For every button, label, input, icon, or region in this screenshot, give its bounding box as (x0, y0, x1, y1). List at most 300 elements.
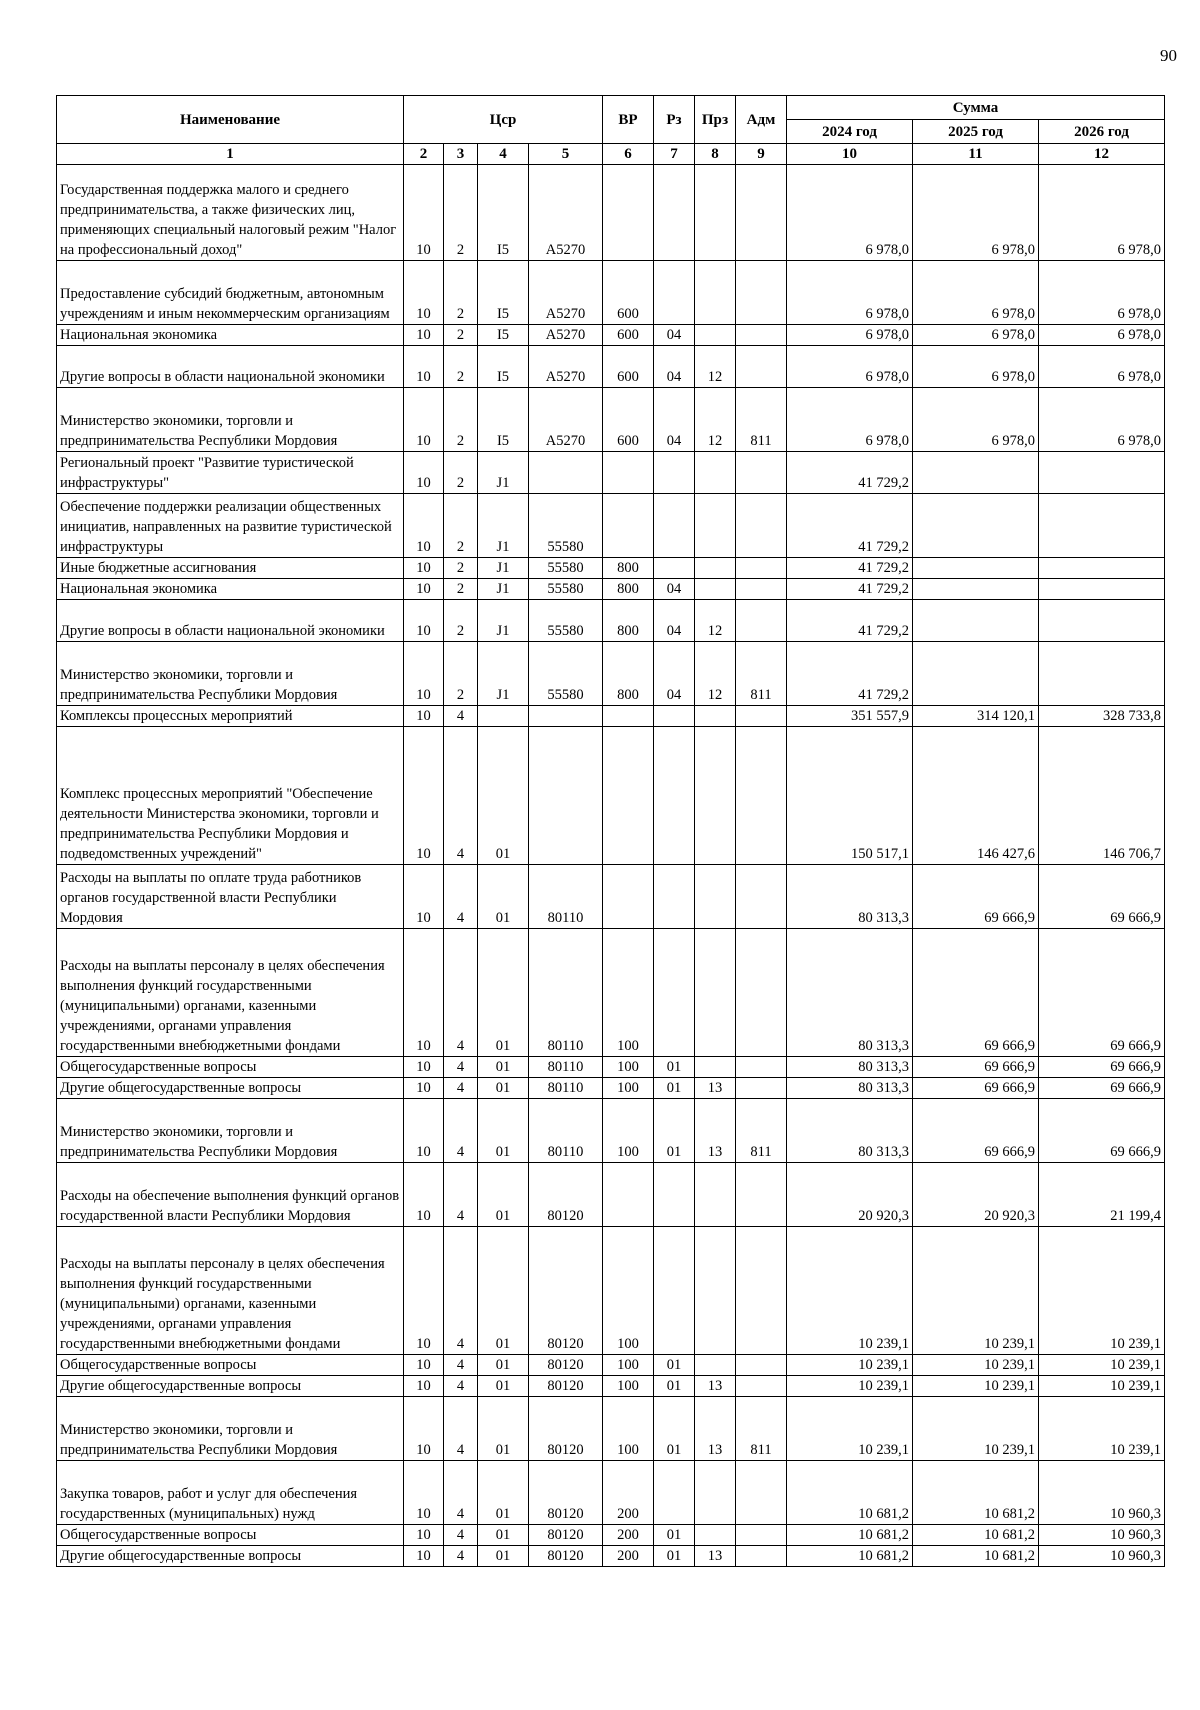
cell-rz (654, 727, 695, 865)
cell-tsr-project: I5 (478, 388, 529, 452)
cell-tsr-type: 4 (444, 727, 478, 865)
cell-sum-2024: 41 729,2 (787, 452, 913, 494)
cell-adm (736, 165, 787, 261)
cell-sum-2024: 6 978,0 (787, 165, 913, 261)
cell-sum-2026: 146 706,7 (1039, 727, 1165, 865)
cell-prz (695, 452, 736, 494)
cell-tsr-program: 10 (404, 1525, 444, 1546)
cell-adm (736, 929, 787, 1057)
cell-tsr-project: 01 (478, 727, 529, 865)
row-name: Министерство экономики, торговли и предпринимательства Республики Мордовия (57, 388, 404, 452)
cell-prz (695, 1461, 736, 1525)
row-name: Другие общегосударственные вопросы (57, 1376, 404, 1397)
cell-sum-2025: 69 666,9 (913, 1057, 1039, 1078)
cell-tsr-direction: 80120 (529, 1397, 603, 1461)
row-name: Обеспечение поддержки реализации общественных инициатив, направленных на развитие туристической инфраструктуры (57, 494, 404, 558)
cell-adm (736, 494, 787, 558)
table-row (57, 1227, 1165, 1355)
column-number: 9 (736, 144, 787, 165)
cell-sum-2026 (1039, 558, 1165, 579)
header-year-2025: 2025 год (913, 120, 1039, 144)
cell-sum-2026: 10 239,1 (1039, 1355, 1165, 1376)
table-row (57, 579, 1165, 600)
cell-sum-2026: 69 666,9 (1039, 865, 1165, 929)
cell-tsr-type: 4 (444, 1376, 478, 1397)
cell-prz: 13 (695, 1078, 736, 1099)
cell-prz: 13 (695, 1397, 736, 1461)
cell-tsr-program: 10 (404, 727, 444, 865)
cell-sum-2026: 10 239,1 (1039, 1397, 1165, 1461)
table-row (57, 706, 1165, 727)
cell-sum-2025: 10 681,2 (913, 1525, 1039, 1546)
cell-rz: 01 (654, 1057, 695, 1078)
cell-vr: 800 (603, 642, 654, 706)
cell-tsr-project: 01 (478, 1099, 529, 1163)
cell-sum-2025: 69 666,9 (913, 865, 1039, 929)
cell-adm (736, 452, 787, 494)
cell-tsr-program: 10 (404, 325, 444, 346)
cell-adm (736, 600, 787, 642)
cell-rz: 01 (654, 1078, 695, 1099)
cell-sum-2026 (1039, 494, 1165, 558)
table-row (57, 1057, 1165, 1078)
cell-rz: 01 (654, 1546, 695, 1567)
cell-prz: 12 (695, 346, 736, 388)
cell-tsr-project: I5 (478, 346, 529, 388)
cell-rz (654, 706, 695, 727)
cell-tsr-direction: A5270 (529, 346, 603, 388)
cell-prz: 12 (695, 388, 736, 452)
cell-tsr-program: 10 (404, 452, 444, 494)
row-name: Общегосударственные вопросы (57, 1355, 404, 1376)
cell-tsr-type: 4 (444, 1227, 478, 1355)
cell-sum-2026: 6 978,0 (1039, 165, 1165, 261)
cell-rz (654, 261, 695, 325)
cell-sum-2024: 6 978,0 (787, 346, 913, 388)
cell-sum-2024: 6 978,0 (787, 261, 913, 325)
cell-sum-2025: 6 978,0 (913, 346, 1039, 388)
cell-tsr-program: 10 (404, 261, 444, 325)
cell-tsr-type: 2 (444, 388, 478, 452)
budget-table (56, 95, 1165, 1567)
cell-rz (654, 1461, 695, 1525)
cell-tsr-program: 10 (404, 1461, 444, 1525)
cell-sum-2024: 80 313,3 (787, 865, 913, 929)
cell-sum-2025: 10 239,1 (913, 1227, 1039, 1355)
column-number: 6 (603, 144, 654, 165)
cell-sum-2024: 41 729,2 (787, 579, 913, 600)
cell-vr: 100 (603, 1397, 654, 1461)
cell-sum-2025: 10 681,2 (913, 1461, 1039, 1525)
cell-sum-2024: 10 681,2 (787, 1461, 913, 1525)
cell-tsr-project: 01 (478, 1525, 529, 1546)
table-row (57, 1376, 1165, 1397)
row-name: Иные бюджетные ассигнования (57, 558, 404, 579)
cell-tsr-project: 01 (478, 1397, 529, 1461)
cell-prz: 13 (695, 1376, 736, 1397)
cell-tsr-project: 01 (478, 1227, 529, 1355)
cell-tsr-project: J1 (478, 452, 529, 494)
cell-tsr-program: 10 (404, 1099, 444, 1163)
cell-sum-2024: 20 920,3 (787, 1163, 913, 1227)
cell-adm (736, 1525, 787, 1546)
table-row (57, 929, 1165, 1057)
row-name: Предоставление субсидий бюджетным, автономным учреждениям и иным некоммерческим организациям (57, 261, 404, 325)
cell-sum-2026: 6 978,0 (1039, 261, 1165, 325)
cell-rz (654, 929, 695, 1057)
cell-tsr-type: 4 (444, 1525, 478, 1546)
cell-tsr-direction: 80110 (529, 1078, 603, 1099)
cell-vr: 200 (603, 1525, 654, 1546)
cell-adm (736, 346, 787, 388)
cell-rz (654, 558, 695, 579)
column-number-row (57, 144, 1165, 165)
cell-sum-2026: 69 666,9 (1039, 929, 1165, 1057)
cell-tsr-project: 01 (478, 1461, 529, 1525)
header-rz: Рз (654, 96, 695, 144)
cell-rz (654, 165, 695, 261)
cell-prz (695, 929, 736, 1057)
header-prz: Прз (695, 96, 736, 144)
cell-prz (695, 1057, 736, 1078)
cell-tsr-direction: 55580 (529, 494, 603, 558)
cell-tsr-type: 2 (444, 579, 478, 600)
cell-vr (603, 727, 654, 865)
cell-adm (736, 727, 787, 865)
cell-tsr-program: 10 (404, 1163, 444, 1227)
row-name: Министерство экономики, торговли и предпринимательства Республики Мордовия (57, 1397, 404, 1461)
cell-sum-2025 (913, 452, 1039, 494)
cell-tsr-type: 4 (444, 1546, 478, 1567)
table-row (57, 452, 1165, 494)
cell-rz: 01 (654, 1355, 695, 1376)
cell-sum-2026: 328 733,8 (1039, 706, 1165, 727)
cell-tsr-project: J1 (478, 579, 529, 600)
cell-tsr-program: 10 (404, 1376, 444, 1397)
cell-sum-2026: 6 978,0 (1039, 325, 1165, 346)
cell-tsr-program: 10 (404, 865, 444, 929)
cell-vr (603, 452, 654, 494)
row-name: Комплексы процессных мероприятий (57, 706, 404, 727)
column-number: 2 (404, 144, 444, 165)
cell-sum-2024: 150 517,1 (787, 727, 913, 865)
column-number: 3 (444, 144, 478, 165)
cell-tsr-direction: 80120 (529, 1461, 603, 1525)
cell-tsr-project: I5 (478, 261, 529, 325)
cell-tsr-program: 10 (404, 600, 444, 642)
cell-tsr-direction: A5270 (529, 261, 603, 325)
cell-rz: 04 (654, 579, 695, 600)
cell-prz: 12 (695, 600, 736, 642)
cell-sum-2025: 10 239,1 (913, 1376, 1039, 1397)
cell-tsr-project: 01 (478, 865, 529, 929)
row-name: Общегосударственные вопросы (57, 1057, 404, 1078)
cell-prz (695, 865, 736, 929)
cell-tsr-direction: 80110 (529, 1057, 603, 1078)
header-adm: Адм (736, 96, 787, 144)
cell-adm (736, 1057, 787, 1078)
column-number: 11 (913, 144, 1039, 165)
cell-tsr-direction: 80120 (529, 1376, 603, 1397)
cell-adm (736, 1163, 787, 1227)
cell-tsr-direction: 80110 (529, 1099, 603, 1163)
cell-adm: 811 (736, 388, 787, 452)
cell-sum-2024: 80 313,3 (787, 1099, 913, 1163)
cell-sum-2025: 10 239,1 (913, 1355, 1039, 1376)
table-row (57, 388, 1165, 452)
table-row (57, 325, 1165, 346)
cell-rz: 01 (654, 1525, 695, 1546)
table-row (57, 346, 1165, 388)
header-name: Наименование (57, 96, 404, 144)
cell-vr: 800 (603, 558, 654, 579)
row-name: Региональный проект "Развитие туристической инфраструктуры" (57, 452, 404, 494)
cell-rz (654, 1163, 695, 1227)
cell-prz (695, 1227, 736, 1355)
cell-tsr-type: 4 (444, 1355, 478, 1376)
row-name: Национальная экономика (57, 579, 404, 600)
cell-adm (736, 1355, 787, 1376)
row-name: Расходы на выплаты по оплате труда работников органов государственной власти Республики Мордовия (57, 865, 404, 929)
cell-sum-2026: 69 666,9 (1039, 1099, 1165, 1163)
cell-adm (736, 1078, 787, 1099)
table-row (57, 1099, 1165, 1163)
cell-sum-2024: 10 239,1 (787, 1227, 913, 1355)
cell-tsr-project: 01 (478, 1078, 529, 1099)
column-number: 5 (529, 144, 603, 165)
cell-sum-2024: 6 978,0 (787, 388, 913, 452)
row-name: Другие общегосударственные вопросы (57, 1546, 404, 1567)
cell-tsr-project: 01 (478, 1057, 529, 1078)
cell-tsr-direction: 80110 (529, 865, 603, 929)
cell-rz (654, 865, 695, 929)
cell-sum-2025: 20 920,3 (913, 1163, 1039, 1227)
cell-sum-2025: 10 239,1 (913, 1397, 1039, 1461)
cell-tsr-type: 4 (444, 929, 478, 1057)
row-name: Закупка товаров, работ и услуг для обеспечения государственных (муниципальных) нужд (57, 1461, 404, 1525)
cell-sum-2025: 6 978,0 (913, 165, 1039, 261)
cell-sum-2025 (913, 494, 1039, 558)
cell-vr (603, 165, 654, 261)
cell-sum-2026 (1039, 642, 1165, 706)
cell-sum-2025 (913, 558, 1039, 579)
cell-sum-2025: 10 681,2 (913, 1546, 1039, 1567)
cell-sum-2026: 6 978,0 (1039, 388, 1165, 452)
cell-tsr-project: J1 (478, 600, 529, 642)
header-year-2026: 2026 год (1039, 120, 1165, 144)
cell-rz: 01 (654, 1376, 695, 1397)
cell-vr: 100 (603, 1099, 654, 1163)
cell-tsr-program: 10 (404, 388, 444, 452)
cell-vr: 600 (603, 261, 654, 325)
header-year-2024: 2024 год (787, 120, 913, 144)
cell-prz (695, 325, 736, 346)
cell-tsr-direction: 55580 (529, 642, 603, 706)
cell-tsr-project: 01 (478, 1376, 529, 1397)
cell-sum-2026: 69 666,9 (1039, 1078, 1165, 1099)
cell-prz (695, 727, 736, 865)
cell-sum-2025 (913, 579, 1039, 600)
cell-sum-2024: 10 681,2 (787, 1525, 913, 1546)
cell-tsr-direction: 55580 (529, 600, 603, 642)
cell-prz (695, 261, 736, 325)
cell-sum-2026: 10 960,3 (1039, 1546, 1165, 1567)
cell-tsr-direction: 80120 (529, 1355, 603, 1376)
cell-tsr-direction: 55580 (529, 579, 603, 600)
cell-tsr-program: 10 (404, 1078, 444, 1099)
cell-tsr-project: 01 (478, 1546, 529, 1567)
cell-prz (695, 1355, 736, 1376)
header-vr: ВР (603, 96, 654, 144)
cell-tsr-program: 10 (404, 165, 444, 261)
cell-tsr-program: 10 (404, 706, 444, 727)
cell-sum-2026: 10 960,3 (1039, 1461, 1165, 1525)
cell-tsr-type: 2 (444, 494, 478, 558)
cell-tsr-program: 10 (404, 929, 444, 1057)
cell-sum-2025 (913, 600, 1039, 642)
cell-prz (695, 165, 736, 261)
table-row (57, 1525, 1165, 1546)
cell-tsr-program: 10 (404, 1057, 444, 1078)
table-row (57, 600, 1165, 642)
cell-tsr-project: 01 (478, 1355, 529, 1376)
cell-sum-2026 (1039, 452, 1165, 494)
cell-sum-2026: 21 199,4 (1039, 1163, 1165, 1227)
table-row (57, 642, 1165, 706)
cell-adm (736, 865, 787, 929)
cell-tsr-direction (529, 727, 603, 865)
cell-sum-2024: 41 729,2 (787, 558, 913, 579)
cell-sum-2025: 6 978,0 (913, 325, 1039, 346)
row-name: Государственная поддержка малого и среднего предпринимательства, а также физических лиц, применяющих специальный налоговый режим "Налог на профессиональный доход" (57, 165, 404, 261)
cell-tsr-direction (529, 706, 603, 727)
cell-tsr-project: J1 (478, 494, 529, 558)
cell-adm: 811 (736, 1397, 787, 1461)
cell-adm (736, 325, 787, 346)
cell-sum-2024: 10 239,1 (787, 1376, 913, 1397)
row-name: Расходы на выплаты персоналу в целях обеспечения выполнения функций государственными (муниципальными) органами, казенными учреждениями, органами управления государственными внебюджетными фондами (57, 1227, 404, 1355)
cell-tsr-type: 2 (444, 325, 478, 346)
cell-adm (736, 261, 787, 325)
cell-vr: 100 (603, 929, 654, 1057)
row-name: Министерство экономики, торговли и предпринимательства Республики Мордовия (57, 1099, 404, 1163)
cell-sum-2024: 41 729,2 (787, 494, 913, 558)
cell-prz (695, 494, 736, 558)
cell-prz: 13 (695, 1099, 736, 1163)
table-row (57, 727, 1165, 865)
column-number: 1 (57, 144, 404, 165)
cell-tsr-type: 4 (444, 865, 478, 929)
row-name: Расходы на выплаты персоналу в целях обеспечения выполнения функций государственными (муниципальными) органами, казенными учреждениями, органами управления государственными внебюджетными фондами (57, 929, 404, 1057)
cell-adm (736, 1376, 787, 1397)
cell-sum-2024: 80 313,3 (787, 929, 913, 1057)
cell-tsr-type: 2 (444, 558, 478, 579)
cell-tsr-type: 4 (444, 1461, 478, 1525)
table-row (57, 1163, 1165, 1227)
cell-sum-2025: 69 666,9 (913, 1099, 1039, 1163)
cell-tsr-program: 10 (404, 1355, 444, 1376)
cell-tsr-direction: A5270 (529, 388, 603, 452)
cell-tsr-direction: 80120 (529, 1163, 603, 1227)
row-name: Расходы на обеспечение выполнения функций органов государственной власти Республики Мордовия (57, 1163, 404, 1227)
cell-tsr-direction: 80120 (529, 1546, 603, 1567)
header-tsr: Цср (404, 96, 603, 144)
table-row (57, 1461, 1165, 1525)
cell-rz: 01 (654, 1397, 695, 1461)
table-row (57, 165, 1165, 261)
cell-prz (695, 579, 736, 600)
cell-vr: 600 (603, 325, 654, 346)
cell-sum-2024: 80 313,3 (787, 1057, 913, 1078)
cell-rz: 04 (654, 600, 695, 642)
row-name: Министерство экономики, торговли и предпринимательства Республики Мордовия (57, 642, 404, 706)
cell-sum-2024: 41 729,2 (787, 642, 913, 706)
cell-tsr-project: 01 (478, 929, 529, 1057)
cell-sum-2025 (913, 642, 1039, 706)
cell-rz: 04 (654, 642, 695, 706)
cell-rz: 04 (654, 325, 695, 346)
cell-tsr-project: J1 (478, 642, 529, 706)
cell-tsr-program: 10 (404, 558, 444, 579)
cell-rz (654, 1227, 695, 1355)
cell-tsr-type: 2 (444, 165, 478, 261)
cell-tsr-type: 4 (444, 706, 478, 727)
cell-sum-2026: 69 666,9 (1039, 1057, 1165, 1078)
cell-rz: 04 (654, 346, 695, 388)
cell-tsr-program: 10 (404, 346, 444, 388)
cell-sum-2024: 10 681,2 (787, 1546, 913, 1567)
cell-vr: 800 (603, 579, 654, 600)
cell-vr: 200 (603, 1546, 654, 1567)
cell-sum-2025: 6 978,0 (913, 388, 1039, 452)
cell-sum-2024: 6 978,0 (787, 325, 913, 346)
row-name: Другие вопросы в области национальной экономики (57, 600, 404, 642)
row-name: Комплекс процессных мероприятий "Обеспечение деятельности Министерства экономики, торговли и предпринимательства Республики Мордовия и подведомственных учреждений" (57, 727, 404, 865)
cell-tsr-direction: A5270 (529, 165, 603, 261)
cell-vr: 200 (603, 1461, 654, 1525)
cell-tsr-type: 2 (444, 346, 478, 388)
cell-sum-2024: 41 729,2 (787, 600, 913, 642)
cell-tsr-direction: 80120 (529, 1227, 603, 1355)
cell-sum-2024: 351 557,9 (787, 706, 913, 727)
cell-sum-2025: 6 978,0 (913, 261, 1039, 325)
cell-prz: 12 (695, 642, 736, 706)
column-number: 7 (654, 144, 695, 165)
cell-sum-2026: 10 239,1 (1039, 1227, 1165, 1355)
cell-tsr-direction: 55580 (529, 558, 603, 579)
cell-vr: 800 (603, 600, 654, 642)
cell-adm (736, 706, 787, 727)
cell-tsr-type: 2 (444, 642, 478, 706)
cell-rz (654, 494, 695, 558)
cell-prz: 13 (695, 1546, 736, 1567)
cell-sum-2025: 69 666,9 (913, 929, 1039, 1057)
cell-tsr-type: 4 (444, 1163, 478, 1227)
cell-adm (736, 1546, 787, 1567)
cell-sum-2025: 146 427,6 (913, 727, 1039, 865)
cell-rz: 04 (654, 388, 695, 452)
cell-adm (736, 1461, 787, 1525)
cell-tsr-program: 10 (404, 494, 444, 558)
cell-sum-2025: 314 120,1 (913, 706, 1039, 727)
header-sum: Сумма (787, 96, 1165, 120)
cell-sum-2026: 6 978,0 (1039, 346, 1165, 388)
cell-tsr-type: 4 (444, 1057, 478, 1078)
cell-rz: 01 (654, 1099, 695, 1163)
cell-vr (603, 865, 654, 929)
cell-vr: 100 (603, 1078, 654, 1099)
cell-vr: 100 (603, 1227, 654, 1355)
